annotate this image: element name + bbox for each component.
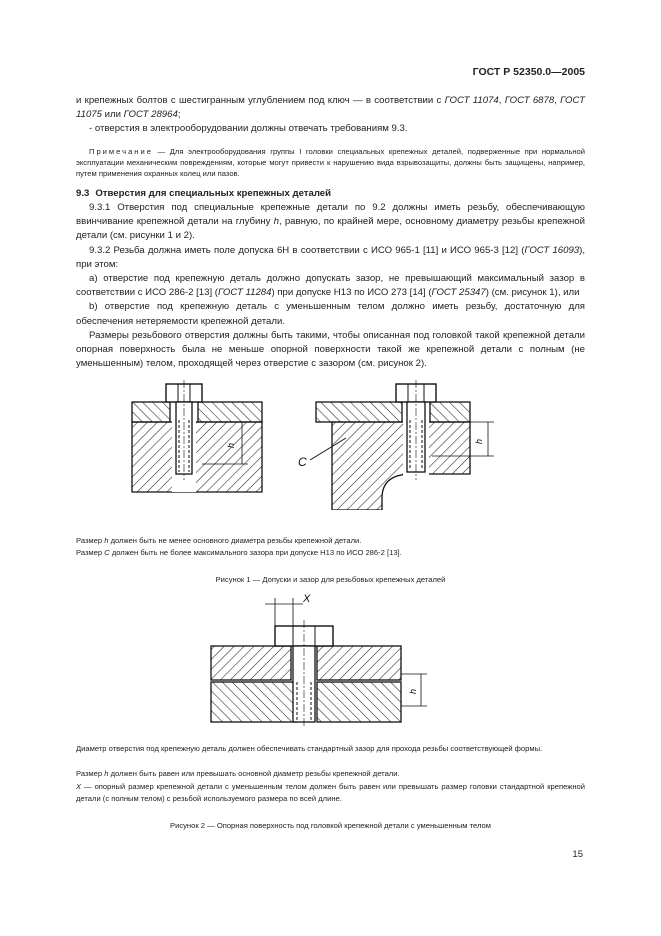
intro-text: и крепежных болтов с шестигранным углублением под ключ — в соответствии с: [76, 95, 445, 106]
text: ) при допуске Н13 по ИСО 273 [14] (: [271, 287, 432, 299]
sep: ,: [554, 95, 561, 106]
text: Размер: [76, 536, 105, 545]
text: Размер: [76, 769, 105, 778]
text: — опорный размер крепежной детали с уменьшенным телом должен быть равен или превышать размер головки стандартной крепежной детали (с полным телом) с резьбой используемого размера по всей длине.: [76, 782, 585, 803]
text: должен быть не менее основного диаметра резьбы крепежной детали.: [108, 536, 362, 545]
ref-gost-11284: ГОСТ 11284: [218, 287, 272, 299]
paragraph-a: [76, 272, 585, 300]
fig1-left-h-label: h: [226, 442, 236, 448]
note-text: — Для электрооборудования группы I головки специальных крепежных деталей, подверженные при нормальной эксплуатации механическим повреждениям, которые могут привести к нарушению вида взрывозащиты, должны быть защищены, например, путем применения охранных колец или пазов.: [76, 146, 585, 179]
section-heading: [76, 187, 585, 201]
ref-gost-6878: ГОСТ 6878: [504, 95, 555, 106]
text: ) (см. рисунок 1), или: [485, 287, 580, 299]
text: Размер: [76, 548, 105, 557]
paragraph-b: b) отверстие под крепежную деталь с уменьшенным телом должно иметь резьбу, достаточную для обеспечения нетеряемости крепежной детали.: [76, 301, 585, 327]
paragraph-9-3-1: [76, 201, 585, 244]
fig1-c-label: С: [298, 455, 307, 469]
fig1-right-assembly: [298, 380, 494, 510]
page-number: 15: [572, 849, 583, 860]
paragraph-9-3-2: [76, 244, 585, 272]
document-header: ГОСТ Р 52350.0—2005: [472, 66, 585, 78]
bullet-item: - отверстия в электрооборудовании должны отвечать требованиям 9.3.: [89, 123, 408, 135]
text: , равную, по крайней мере, основному диаметру резьбы крепежной детали (см. рисунки 1 и 2).: [76, 216, 585, 242]
figure-2-drawing: [205, 586, 445, 726]
fig2-h-label: h: [408, 688, 418, 694]
sep: ,: [498, 95, 505, 106]
text: 9.3.2 Резьба должна иметь поле допуска 6Н в соответствии с ИСО 965-1 [11] и ИСО 965-3 [12] (: [89, 244, 525, 256]
figure-1-caption: Рисунок 1 — Допуски и зазор для резьбовых крепежных деталей: [215, 575, 446, 584]
var-x: X: [76, 782, 82, 791]
fig1-left-assembly: [132, 380, 262, 492]
ref-gost-28964: ГОСТ 28964: [123, 109, 178, 121]
text: должен быть равен или превышать основной диаметр резьбы крепежной детали.: [108, 769, 400, 778]
figure-1-note-1: [76, 535, 585, 547]
figure-1-drawing: [120, 380, 600, 510]
sep: или: [101, 109, 124, 121]
sep: ;: [177, 109, 181, 121]
figure-2-note-1: Диаметр отверстия под крепежную деталь должен обеспечивать стандартный зазор для прохода резьбы соответствующей формы.: [76, 744, 543, 753]
figure-2-caption: Рисунок 2 — Опорная поверхность под головкой крепежной детали с уменьшенным телом: [170, 821, 491, 830]
ref-gost-11074: ГОСТ 11074: [444, 95, 499, 106]
text: должен быть не более максимального зазора при допуске Н13 по ИСО 286-2 [13].: [109, 548, 402, 557]
var-h: h: [273, 216, 279, 228]
fig1-right-h-label: h: [474, 438, 484, 444]
ref-gost-16093: ГОСТ 16093: [524, 244, 580, 256]
var-h: h: [104, 769, 109, 778]
ref-gost-25347: ГОСТ 25347: [431, 287, 486, 299]
text: a) отверстие под крепежную деталь должно допускать зазор, не превышающий максимальный зазор в соответствии с ИСО 286-2 [13] (: [76, 273, 585, 299]
var-h: h: [104, 536, 109, 545]
text: 9.3.1 Отверстия под специальные крепежные детали по 9.2 должны иметь резьбу, обеспечивающую ввинчивание крепежной детали на глубину: [76, 202, 585, 228]
fig2-x-label: X: [303, 593, 311, 605]
paragraph-sizes: Размеры резьбового отверстия должны быть такими, чтобы описанная под головкой такой крепежной детали опорная поверхность была не меньше опорной поверхности такой же крепежной детали с полным (не уменьшенным) телом, проходящей через отверстие с зазором (см. рисунок 2).: [76, 329, 585, 370]
figure-1-note-2: [76, 547, 585, 559]
text: ), при этом:: [76, 244, 586, 270]
var-c: С: [104, 548, 110, 557]
figure-2-note-2: [76, 768, 585, 780]
figure-2-note-3: [76, 781, 585, 805]
text-body: [76, 94, 585, 371]
section-number: 9.3: [76, 187, 90, 199]
section-title: Отверстия для специальных крепежных деталей: [95, 187, 332, 199]
note-label: Примечание: [89, 146, 153, 156]
intro-paragraph: [76, 94, 585, 122]
note-paragraph: [76, 146, 585, 180]
ref-gost-11075: ГОСТ 11075: [76, 95, 585, 121]
